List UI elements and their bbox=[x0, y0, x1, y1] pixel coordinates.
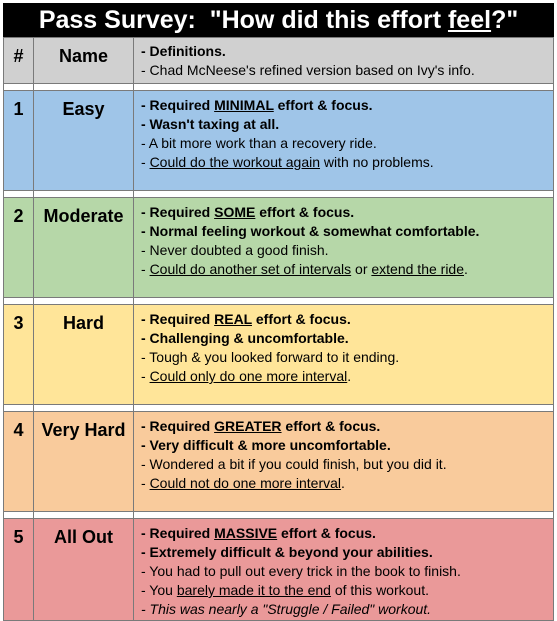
row-separator bbox=[4, 298, 554, 305]
title-suffix: ?" bbox=[491, 6, 519, 34]
desc-line-2: - Very difficult & more uncomfortable. bbox=[141, 437, 391, 453]
header-line-2: - Chad McNeese's refined version based on Ivy's info. bbox=[141, 62, 475, 78]
underlined-phrase: Could only do one more interval bbox=[149, 368, 348, 384]
row-name: Very Hard bbox=[34, 412, 134, 512]
underlined-phrase-2: extend the ride bbox=[371, 261, 464, 277]
row-num: 2 bbox=[4, 198, 34, 298]
desc-line-1: - Required MASSIVE effort & focus. bbox=[141, 525, 376, 541]
desc-line-2: - Extremely difficult & beyond your abilities. bbox=[141, 544, 433, 560]
row-separator bbox=[4, 84, 554, 91]
desc-line-2: - Wasn't taxing at all. bbox=[141, 116, 280, 132]
row-name: Easy bbox=[34, 91, 134, 191]
underlined-phrase: Could do another set of intervals bbox=[149, 261, 352, 277]
row-desc bbox=[134, 412, 554, 512]
row-num: 4 bbox=[4, 412, 34, 512]
row-moderate bbox=[4, 198, 554, 298]
row-separator bbox=[4, 191, 554, 198]
row-desc bbox=[134, 198, 554, 298]
desc-line-1: - Required GREATER effort & focus. bbox=[141, 418, 381, 434]
header-row bbox=[4, 38, 554, 84]
desc-line-5: - This was nearly a "Struggle / Failed" workout. bbox=[141, 601, 432, 617]
desc-line-4: - You barely made it to the end of this workout. bbox=[141, 582, 429, 598]
underlined-phrase: barely made it to the end bbox=[176, 582, 331, 598]
desc-line-1: - Required SOME effort & focus. bbox=[141, 204, 355, 220]
row-easy bbox=[4, 91, 554, 191]
row-very-hard bbox=[4, 412, 554, 512]
row-num: 5 bbox=[4, 519, 34, 621]
desc-line-3: - Never doubted a good finish. bbox=[141, 242, 329, 258]
desc-line-3: - A bit more work than a recovery ride. bbox=[141, 135, 377, 151]
desc-line-4: - Could only do one more interval. bbox=[141, 368, 352, 384]
desc-line-1: - Required REAL effort & focus. bbox=[141, 311, 351, 327]
row-desc bbox=[134, 305, 554, 405]
row-hard bbox=[4, 305, 554, 405]
row-name: Moderate bbox=[34, 198, 134, 298]
effort-keyword: GREATER bbox=[214, 418, 282, 434]
row-num: 3 bbox=[4, 305, 34, 405]
desc-line-3: - Wondered a bit if you could finish, but you did it. bbox=[141, 456, 447, 472]
desc-line-2: - Normal feeling workout & somewhat comfortable. bbox=[141, 223, 480, 239]
row-desc bbox=[134, 91, 554, 191]
effort-keyword: MASSIVE bbox=[214, 525, 278, 541]
row-name: All Out bbox=[34, 519, 134, 621]
underlined-phrase: Could not do one more interval bbox=[149, 475, 342, 491]
row-name: Hard bbox=[34, 305, 134, 405]
rating-table bbox=[3, 37, 554, 621]
underlined-phrase: Could do the workout again bbox=[149, 154, 321, 170]
header-num: # bbox=[4, 38, 34, 84]
row-desc bbox=[134, 519, 554, 621]
row-separator bbox=[4, 512, 554, 519]
page-title bbox=[3, 3, 554, 37]
header-name: Name bbox=[34, 38, 134, 84]
desc-line-4: - Could do another set of intervals or extend the ride. bbox=[141, 261, 468, 277]
desc-line-3: - Tough & you looked forward to it ending. bbox=[141, 349, 400, 365]
desc-line-4: - Could not do one more interval. bbox=[141, 475, 345, 491]
effort-keyword: REAL bbox=[214, 311, 252, 327]
effort-keyword: SOME bbox=[214, 204, 256, 220]
effort-keyword: MINIMAL bbox=[214, 97, 274, 113]
row-num: 1 bbox=[4, 91, 34, 191]
desc-line-3: - You had to pull out every trick in the book to finish. bbox=[141, 563, 461, 579]
header-line-1: - Definitions. bbox=[141, 43, 226, 59]
desc-line-1: - Required MINIMAL effort & focus. bbox=[141, 97, 373, 113]
desc-line-4: - Could do the workout again with no problems. bbox=[141, 154, 434, 170]
title-emphasis: feel bbox=[447, 6, 492, 34]
title-prefix: Pass Survey: "How did this effort bbox=[38, 6, 448, 34]
desc-line-2: - Challenging & uncomfortable. bbox=[141, 330, 349, 346]
header-desc bbox=[134, 38, 554, 84]
row-separator bbox=[4, 405, 554, 412]
row-all-out bbox=[4, 519, 554, 621]
